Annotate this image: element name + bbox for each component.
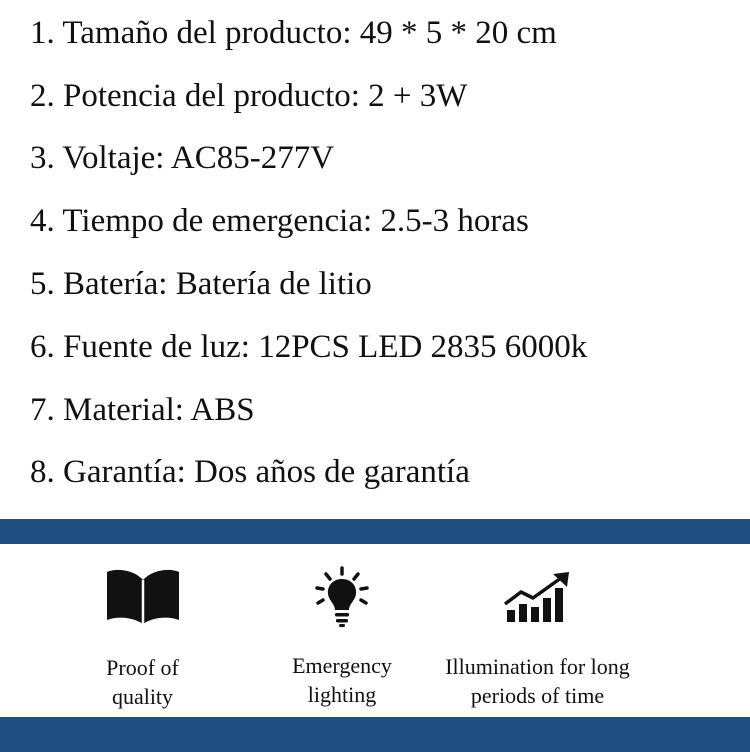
spec-item-size: 1. Tamaño del producto: 49 * 5 * 20 cm (30, 15, 557, 51)
light-bulb-icon (312, 566, 372, 628)
spec-item-voltage: 3. Voltaje: AC85-277V (30, 140, 335, 176)
feature-label-line1: Emergency (292, 653, 392, 678)
feature-label-line2: periods of time (470, 683, 605, 708)
spec-item-emergency-time: 4. Tiempo de emergencia: 2.5-3 horas (30, 203, 529, 239)
top-divider-band (0, 519, 750, 544)
spec-item-light-source: 6. Fuente de luz: 12PCS LED 2835 6000k (30, 329, 588, 365)
spec-item-battery: 5. Batería: Batería de litio (30, 266, 372, 302)
bottom-divider-band (0, 717, 750, 752)
spec-item-warranty: 8. Garantía: Dos años de garantía (30, 454, 470, 490)
feature-label-line2: quality (111, 684, 174, 709)
bar-growth-icon (503, 572, 573, 624)
feature-long-illumination (425, 572, 650, 710)
spec-item-power: 2. Potencia del producto: 2 + 3W (30, 78, 468, 114)
feature-proof-of-quality (60, 568, 225, 711)
feature-label-line2: lighting (307, 682, 377, 707)
feature-emergency-lighting (262, 566, 422, 709)
feature-label-line1: Proof of (106, 655, 179, 680)
open-book-icon (103, 568, 183, 626)
feature-label-line1: Illumination for long (445, 654, 630, 679)
spec-item-material: 7. Material: ABS (30, 392, 255, 428)
